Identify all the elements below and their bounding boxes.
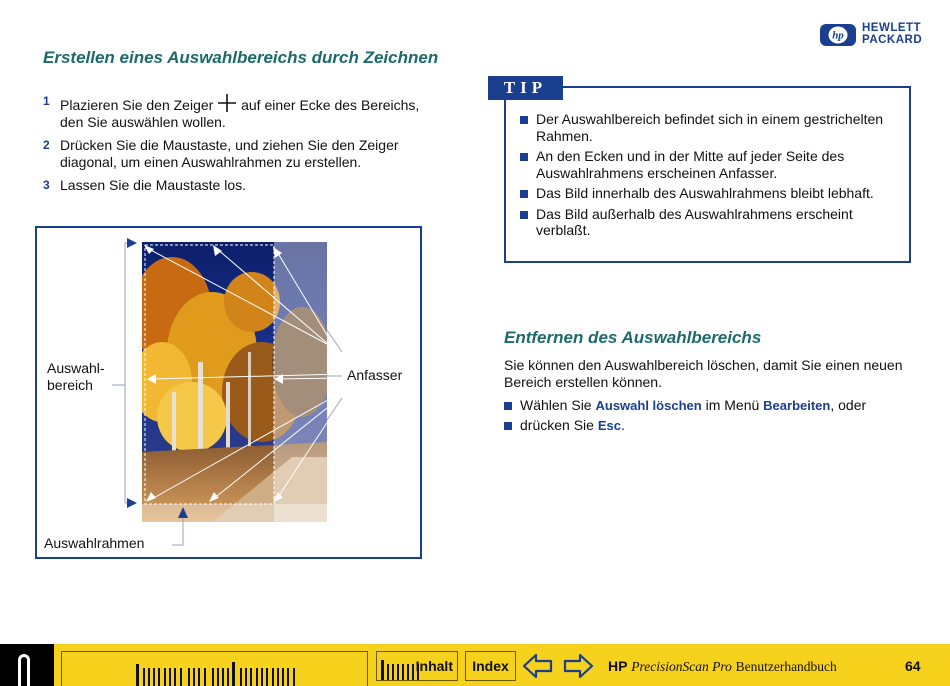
bullet-icon (520, 153, 528, 161)
step-item: 3 Lassen Sie die Maustaste los. (43, 177, 246, 193)
tip-item: Das Bild außerhalb des Auswahlrahmens erscheint verblaßt. (520, 206, 910, 239)
contents-button[interactable]: Inhalt (376, 651, 458, 681)
tip-item: Das Bild innerhalb des Auswahlrahmens bleibt lebhaft. (520, 185, 910, 202)
svg-text:hp: hp (832, 29, 844, 42)
footer-bar (0, 644, 950, 686)
tip-list (520, 111, 910, 243)
footer-tab (0, 644, 54, 686)
step-number: 2 (43, 138, 50, 152)
forward-arrow-icon[interactable] (562, 652, 594, 680)
step-number: 3 (43, 178, 50, 192)
menu-name: Bearbeiten (763, 398, 831, 413)
section-heading-draw: Erstellen eines Auswahlbereichs durch Zeichnen (43, 48, 439, 67)
manual-title: HP PrecisionScan Pro Benutzerhandbuch (608, 658, 837, 674)
hp-logo (820, 22, 932, 48)
brand-name: HEWLETT PACKARD (862, 22, 923, 46)
barcode-decoration (136, 660, 306, 686)
bullet-icon (504, 402, 512, 410)
label-selection-frame: Auswahlrahmen (44, 535, 145, 551)
index-button[interactable]: Index (465, 651, 516, 681)
step-item: 2 Drücken Sie die Maustaste, und ziehen Sie den Zeiger diagonal, um einen Auswahlrahmen zu erstellen. (43, 137, 399, 170)
tip-item: An den Ecken und in der Mitte auf jeder Seite des Auswahlrahmens erscheinen Anfasser. (520, 148, 910, 181)
page-number: 64 (905, 658, 921, 674)
step-item: 1 Plazieren Sie den Zeiger auf einer Ecke des Bereichs, den Sie auswählen wollen. (43, 94, 420, 130)
step-number: 1 (43, 94, 50, 108)
remove-item: Wählen Sie Auswahl löschen im Menü Bearbeiten, oder (504, 397, 929, 414)
remove-list (504, 397, 929, 437)
label-handles: Anfasser (347, 367, 403, 383)
key-name: Esc (597, 418, 621, 433)
tip-tab: TIP (488, 76, 563, 100)
back-arrow-icon[interactable] (522, 652, 554, 680)
tip-item: Der Auswahlbereich befindet sich in einem gestrichelten Rahmen. (520, 111, 910, 144)
hp-badge (820, 24, 856, 46)
steps-list (43, 93, 438, 200)
bookmark-icon (18, 654, 30, 686)
bullet-icon (520, 116, 528, 124)
autumn-photo (142, 242, 327, 522)
remove-item: drücken Sie Esc. (504, 417, 929, 434)
bullet-icon (520, 190, 528, 198)
section-heading-remove: Entfernen des Auswahlbereichs (504, 328, 762, 347)
menu-command: Auswahl löschen (595, 398, 702, 413)
bullet-icon (520, 211, 528, 219)
bullet-icon (504, 422, 512, 430)
remove-paragraph: Sie können den Auswahlbereich löschen, damit Sie einen neuen Bereich erstellen können. (504, 357, 903, 390)
label-selection-area: Auswahl- bereich (47, 360, 105, 393)
crosshair-icon (217, 93, 237, 113)
